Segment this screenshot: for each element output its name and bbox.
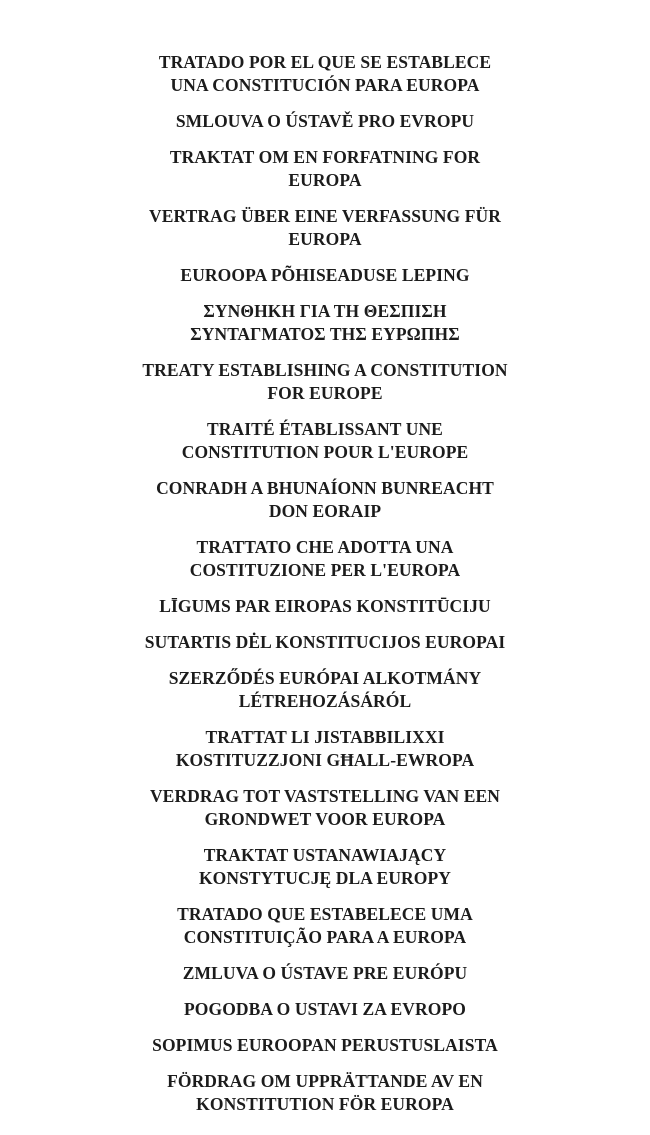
title-es xyxy=(105,51,545,97)
title-line: TRAKTAT USTANAWIAJĄCY xyxy=(203,845,447,865)
title-line: EUROOPA PÕHISEADUSE LEPING xyxy=(180,265,470,285)
title-line: TREATY ESTABLISHING A CONSTITUTION xyxy=(142,360,508,380)
title-line: EUROPA xyxy=(288,170,362,190)
title-pl xyxy=(105,844,545,890)
title-line: TRATTAT LI JISTABBILIXXI xyxy=(205,727,445,747)
title-line: GRONDWET VOOR EUROPA xyxy=(204,809,446,829)
title-line: FOR EUROPE xyxy=(267,383,383,403)
title-line: TRAITÉ ÉTABLISSANT UNE xyxy=(207,419,443,439)
title-it xyxy=(105,536,545,582)
title-cs xyxy=(105,110,545,133)
title-lv xyxy=(105,595,545,618)
title-line: ΣΥΝΤΑΓΜΑΤΟΣ ΤΗΣ ΕΥΡΩΠΗΣ xyxy=(190,324,460,344)
title-hu xyxy=(105,667,545,713)
title-da xyxy=(105,146,545,192)
title-lt xyxy=(105,631,545,654)
title-line: ZMLUVA O ÚSTAVE PRE EURÓPU xyxy=(182,963,468,983)
title-mt xyxy=(105,726,545,772)
title-fr xyxy=(105,418,545,464)
title-line: KONSTITUTION FÖR EUROPA xyxy=(196,1094,454,1114)
title-line: POGODBA O USTAVI ZA EVROPO xyxy=(183,999,466,1019)
title-line: SUTARTIS DĖL KONSTITUCIJOS EUROPAI xyxy=(144,632,506,652)
title-line: UNA CONSTITUCIÓN PARA EUROPA xyxy=(170,75,480,95)
title-sl xyxy=(105,998,545,1021)
title-line: FÖRDRAG OM UPPRÄTTANDE AV EN xyxy=(167,1071,483,1091)
title-line: KOSTITUZZJONI GĦALL-EWROPA xyxy=(175,750,475,770)
title-en xyxy=(105,359,545,405)
title-sk xyxy=(105,962,545,985)
title-de xyxy=(105,205,545,251)
title-el xyxy=(105,300,545,346)
title-line: EUROPA xyxy=(288,229,362,249)
title-pt xyxy=(105,903,545,949)
title-line: TRATADO POR EL QUE SE ESTABLECE xyxy=(158,52,492,72)
title-line: VERTRAG ÜBER EINE VERFASSUNG FÜR xyxy=(149,206,501,226)
title-line: KONSTYTUCJĘ DLA EUROPY xyxy=(198,868,452,888)
title-fi xyxy=(105,1034,545,1057)
title-line: LÉTREHOZÁSÁRÓL xyxy=(238,691,412,711)
title-line: SOPIMUS EUROOPAN PERUSTUSLAISTA xyxy=(152,1035,498,1055)
title-line: TRATADO QUE ESTABELECE UMA xyxy=(177,904,473,924)
title-line: CONRADH A BHUNAÍONN BUNREACHT xyxy=(156,478,494,498)
title-et xyxy=(105,264,545,287)
title-ga xyxy=(105,477,545,523)
title-line: COSTITUZIONE PER L'EUROPA xyxy=(189,560,461,580)
title-line: SZERZŐDÉS EURÓPAI ALKOTMÁNY xyxy=(168,668,482,688)
title-line: VERDRAG TOT VASTSTELLING VAN EEN xyxy=(149,786,501,806)
title-line: LĪGUMS PAR EIROPAS KONSTITŪCIJU xyxy=(159,596,491,616)
title-line: DON EORAIP xyxy=(268,501,382,521)
title-line: CONSTITUTION POUR L'EUROPE xyxy=(181,442,469,462)
title-sv xyxy=(105,1070,545,1116)
title-line: SMLOUVA O ÚSTAVĚ PRO EVROPU xyxy=(175,111,475,131)
title-nl xyxy=(105,785,545,831)
title-line: TRAKTAT OM EN FORFATNING FOR xyxy=(169,147,481,167)
title-line: TRATTATO CHE ADOTTA UNA xyxy=(196,537,454,557)
title-line: CONSTITUIÇÃO PARA A EUROPA xyxy=(183,927,467,947)
title-line: ΣΥΝΘΗΚΗ ΓΙΑ ΤΗ ΘΕΣΠΙΣΗ xyxy=(203,301,447,321)
